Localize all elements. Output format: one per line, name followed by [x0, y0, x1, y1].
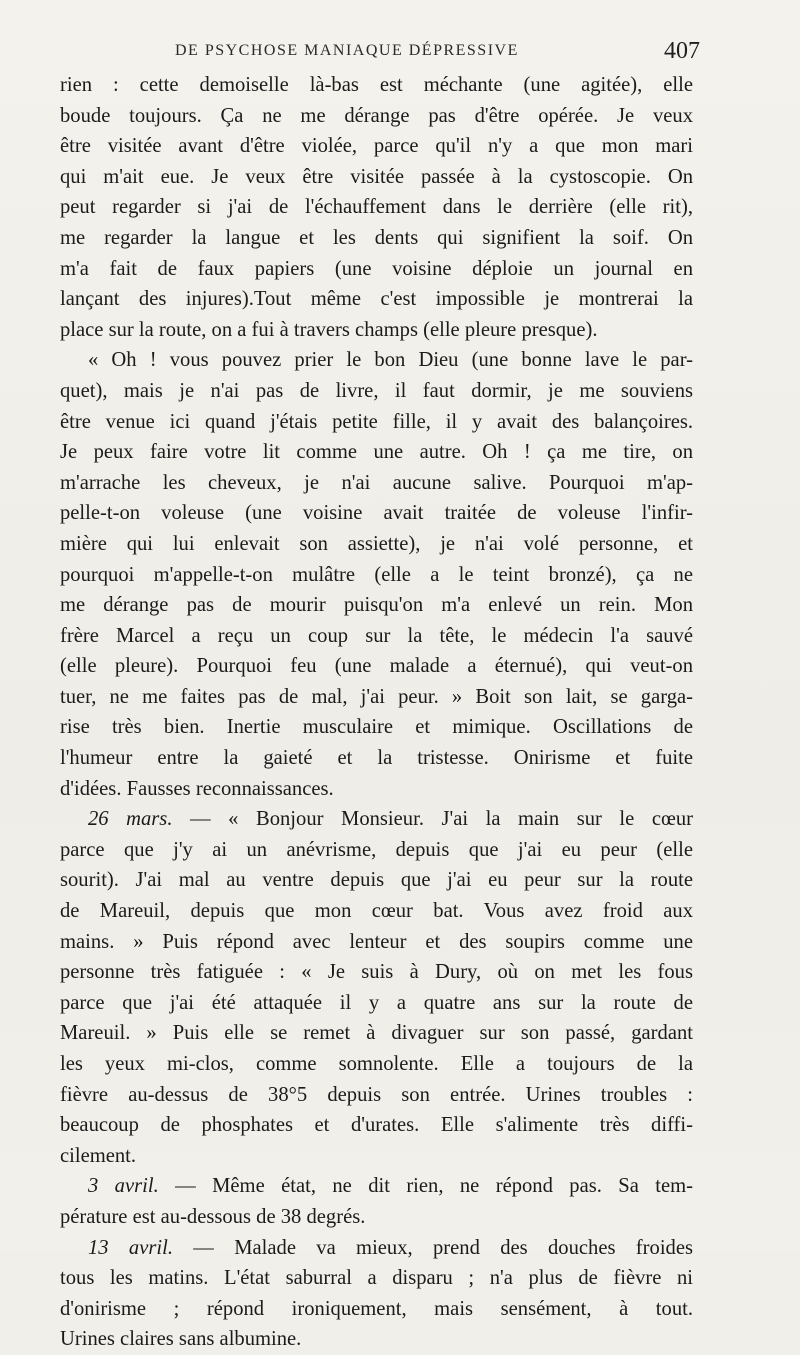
text-line	[60, 1080, 693, 1111]
line-text: l'humeur entre la gaieté et la tristesse. Onirisme et fuite	[60, 747, 693, 770]
text-line	[60, 590, 693, 621]
text-line	[60, 1049, 693, 1080]
text-line	[60, 101, 693, 132]
line-text: (elle pleure). Pourquoi feu (une malade a éternué), qui veut-on	[60, 655, 693, 678]
line-text: frère Marcel a reçu un coup sur la tête, le médecin l'a sauvé	[60, 624, 693, 647]
text-line	[60, 1110, 693, 1141]
line-text: pelle-t-on voleuse (une voisine avait traitée de voleuse l'infir-	[60, 502, 693, 525]
line-text: rien : cette demoiselle là-bas est méchante (une agitée), elle	[60, 74, 693, 96]
line-text: de Mareuil, depuis que mon cœur bat. Vous avez froid aux	[60, 900, 693, 923]
text-line	[60, 407, 693, 438]
text-line	[60, 254, 693, 285]
text-line	[60, 774, 693, 805]
line-text: me regarder la langue et les dents qui signifient la soif. On	[60, 226, 693, 249]
text-line	[60, 131, 693, 162]
line-text: mière qui lui enlevait son assiette), je n'ai volé personne, et	[60, 532, 693, 555]
text-line	[60, 804, 693, 835]
line-text: pérature est au-dessous de 38 degrés.	[60, 1205, 366, 1228]
text-line	[60, 896, 693, 927]
text-line	[60, 865, 693, 896]
line-text: parce que j'y ai un anévrisme, depuis que j'ai eu peur (elle	[60, 838, 693, 861]
line-text: les yeux mi-clos, comme somnolente. Elle a toujours de la	[60, 1053, 693, 1075]
text-line	[60, 498, 693, 529]
text-line	[60, 192, 693, 223]
line-text: — Même état, ne dit rien, ne répond pas. Sa tem-	[158, 1175, 693, 1198]
text-line	[60, 835, 693, 866]
line-text: rise très bien. Inertie musculaire et mimique. Oscillations de	[60, 716, 693, 739]
text-line	[60, 162, 693, 193]
line-text: personne très fatiguée : « Je suis à Dury, où on met les fous	[60, 961, 693, 984]
paragraph	[60, 1171, 693, 1232]
text-line	[60, 957, 693, 988]
running-title: DE PSYCHOSE MANIAQUE DÉPRESSIVE	[175, 42, 519, 59]
line-text: sourit). J'ai mal au ventre depuis que j'ai eu peur sur la route	[60, 869, 693, 892]
line-text: Urines claires sans albumine.	[60, 1328, 302, 1351]
line-text: Mareuil. » Puis elle se remet à divaguer sur son passé, gardant	[60, 1022, 693, 1045]
text-line	[60, 988, 693, 1019]
text-line	[60, 345, 693, 376]
line-text: pourquoi m'appelle-t-on mulâtre (elle a le teint bronzé), ça ne	[60, 563, 693, 586]
paragraph	[60, 345, 693, 804]
paragraph	[60, 1233, 693, 1355]
line-text: tous les matins. L'état saburral a disparu ; n'a plus de fièvre ni	[60, 1267, 693, 1290]
page-header	[60, 38, 700, 68]
text-line	[60, 651, 693, 682]
text-line	[60, 743, 693, 774]
line-text: lançant des injures).Tout même c'est impossible je montrerai la	[60, 288, 693, 311]
text-line	[60, 712, 693, 743]
text-line	[60, 315, 693, 346]
text-line	[60, 376, 693, 407]
text-line	[60, 1294, 693, 1325]
line-text: m'a fait de faux papiers (une voisine déploie un journal en	[60, 257, 693, 280]
text-line	[60, 468, 693, 499]
line-text: m'arrache les cheveux, je n'ai aucune salive. Pourquoi m'ap-	[60, 471, 693, 494]
line-text: quet), mais je n'ai pas de livre, il faut dormir, je me souviens	[60, 379, 693, 402]
line-text: parce que j'ai été attaquée il y a quatre ans sur la route de	[60, 991, 693, 1014]
line-text: Je peux faire votre lit comme une autre. Oh ! ça me tire, on	[60, 441, 693, 464]
text-line	[60, 560, 693, 591]
page-number: 407	[664, 38, 700, 64]
line-text: place sur la route, on a fui à travers champs (elle pleure presque).	[60, 318, 598, 341]
line-text: qui m'ait eue. Je veux être visitée passée à la cystoscopie. On	[60, 165, 693, 188]
entry-date: 13 avril.	[88, 1236, 173, 1259]
line-text: « Oh ! vous pouvez prier le bon Dieu (une bonne lave le par-	[88, 349, 693, 372]
text-line	[60, 284, 693, 315]
text-line	[60, 223, 693, 254]
line-text: mains. » Puis répond avec lenteur et des soupirs comme une	[60, 930, 693, 953]
text-line	[60, 1141, 693, 1172]
body-text	[60, 70, 693, 1355]
text-line	[60, 682, 693, 713]
line-text: fièvre au-dessus de 38°5 depuis son entrée. Urines troubles :	[60, 1083, 693, 1106]
text-line	[60, 1233, 693, 1264]
entry-date: 26 mars.	[88, 808, 173, 831]
text-line	[60, 1263, 693, 1294]
line-text: peut regarder si j'ai de l'échauffement dans le derrière (elle rit),	[60, 196, 693, 219]
text-line	[60, 529, 693, 560]
text-line	[60, 1171, 693, 1202]
text-line	[60, 1202, 693, 1233]
line-text: me dérange pas de mourir puisqu'on m'a enlevé un rein. Mon	[60, 594, 693, 617]
text-line	[60, 927, 693, 958]
line-text: être venue ici quand j'étais petite fille, il y avait des balançoires.	[60, 410, 693, 433]
text-line	[60, 621, 693, 652]
text-line	[60, 437, 693, 468]
line-text: d'idées. Fausses reconnaissances.	[60, 777, 334, 800]
line-text: tuer, ne me faites pas de mal, j'ai peur. » Boit son lait, se garga-	[60, 685, 693, 708]
line-text: beaucoup de phosphates et d'urates. Elle s'alimente très diffi-	[60, 1114, 693, 1137]
line-text: cilement.	[60, 1144, 137, 1167]
text-line	[60, 1018, 693, 1049]
line-text: être visitée avant d'être violée, parce qu'il n'y a que mon mari	[60, 135, 693, 158]
line-text: d'onirisme ; répond ironiquement, mais sensément, à tout.	[60, 1297, 693, 1320]
line-text: — « Bonjour Monsieur. J'ai la main sur le cœur	[172, 808, 693, 831]
text-line	[60, 1324, 693, 1355]
line-text: — Malade va mieux, prend des douches froides	[172, 1236, 693, 1259]
entry-date: 3 avril.	[88, 1175, 159, 1198]
paragraph	[60, 70, 693, 345]
text-line	[60, 70, 693, 101]
paragraph	[60, 804, 693, 1171]
line-text: boude toujours. Ça ne me dérange pas d'être opérée. Je veux	[60, 104, 693, 127]
